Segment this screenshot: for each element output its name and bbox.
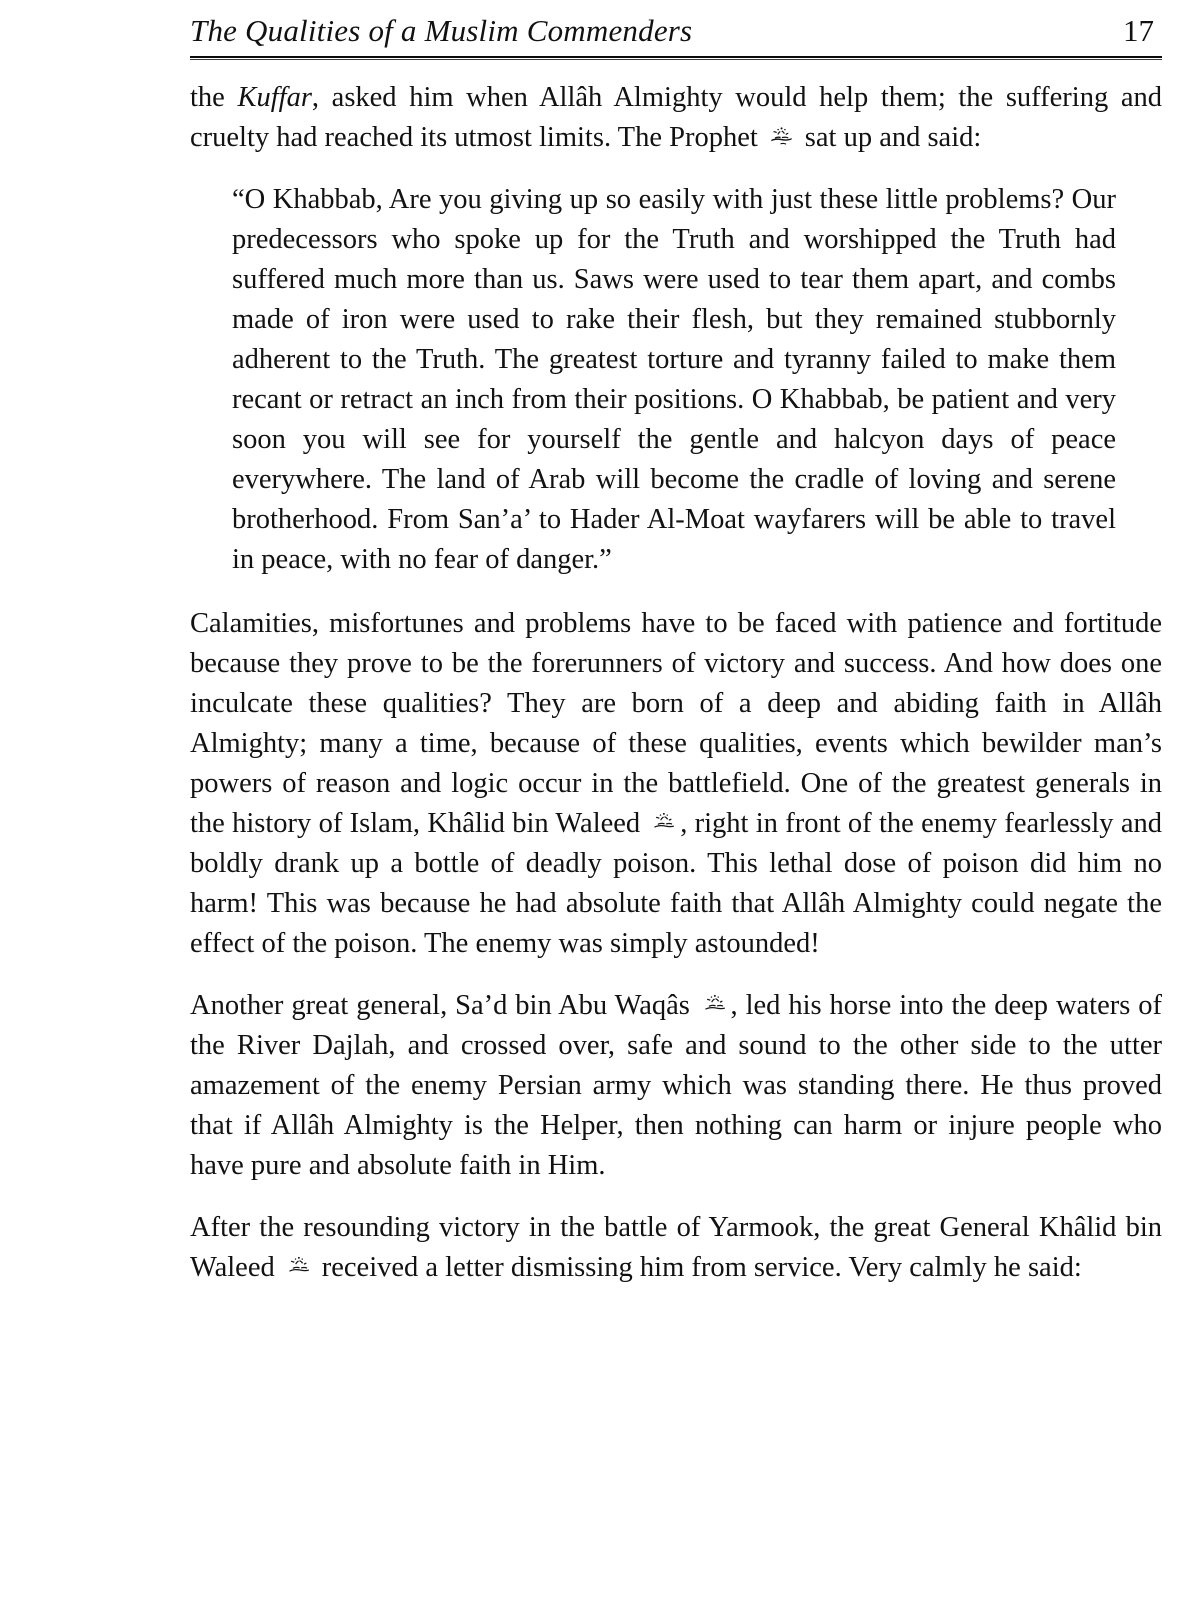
radiyallahu-anhu-icon <box>701 990 728 1017</box>
paragraph-yarmook <box>190 1208 1162 1288</box>
paragraph-calamities-part-a: Calamities, misfortunes and problems have to be faced with patience and fortitude because they prove to be the forerunners of victory and success. And how does one inculcate these qualities? They are born of a deep and abiding faith in Allâh Almighty; many a time, because of these qualities, events which bewilder man’s powers of reason and logic occur in the battlefield. One of the greatest generals in the history of Islam, Khâlid bin Waleed <box>190 608 1162 839</box>
radiyallahu-anhu-icon <box>650 808 677 835</box>
paragraph-intro-part-c: sat up and said: <box>797 122 982 153</box>
paragraph-saad-part-b: , led his horse into the deep waters of the River Dajlah, and crossed over, safe and sound to the other side to the utter amazement of the enemy Persian army which was standing there. He thus proved that if Allâh Almighty is the Helper, then nothing can harm or injure people who have pure and absolute faith in Him. <box>190 990 1162 1181</box>
paragraph-intro <box>190 78 1162 158</box>
paragraph-intro-part-a: the <box>190 82 238 113</box>
sallallahu-alayhi-wasallam-icon <box>768 122 795 149</box>
paragraph-saad <box>190 986 1162 1186</box>
paragraph-intro-part-b: , asked him when Allâh Almighty would help them; the suffering and cruelty had reached its utmost limits. The Prophet <box>190 82 1162 153</box>
paragraph-calamities-part-b: , right in front of the enemy fearlessly and boldly drank up a bottle of deadly poison. This lethal dose of poison did him no harm! This was because he had absolute faith that Allâh Almighty could negate the effect of the poison. The enemy was simply astounded! <box>190 808 1162 959</box>
paragraph-yarmook-part-b: received a letter dismissing him from service. Very calmly he said: <box>314 1252 1082 1283</box>
page-title: The Qualities of a Muslim Commenders <box>190 13 693 48</box>
paragraph-saad-part-a: Another great general, Sa’d bin Abu Waqâs <box>190 990 698 1021</box>
italic-term-kuffar: Kuffar <box>237 82 312 113</box>
paragraph-yarmook-part-a: After the resounding victory in the battle of Yarmook, the great General Khâlid bin Waleed <box>190 1212 1162 1283</box>
running-head <box>190 14 1160 58</box>
block-quote-text: “O Khabbab, Are you giving up so easily with just these little problems? Our predecessors who spoke up for the Truth and worshipped the Truth had suffered much more than us. Saws were used to tear them apart, and combs made of iron were used to rake their flesh, but they remained stubbornly adherent to the Truth. The greatest torture and tyranny failed to make them recant or retract an inch from their positions. O Khabbab, be patient and very soon you will see for yourself the gentle and halcyon days of peace everywhere. The land of Arab will become the cradle of loving and serene brotherhood. From San’a’ to Hader Al-Moat wayfarers will be able to travel in peace, with no fear of danger.” <box>232 184 1116 575</box>
radiyallahu-anhu-icon <box>285 1252 312 1279</box>
block-quote <box>190 180 1162 580</box>
text-column <box>190 78 1162 1288</box>
paragraph-calamities <box>190 604 1162 964</box>
header-divider <box>190 56 1162 58</box>
page-number: 17 <box>1123 13 1154 48</box>
